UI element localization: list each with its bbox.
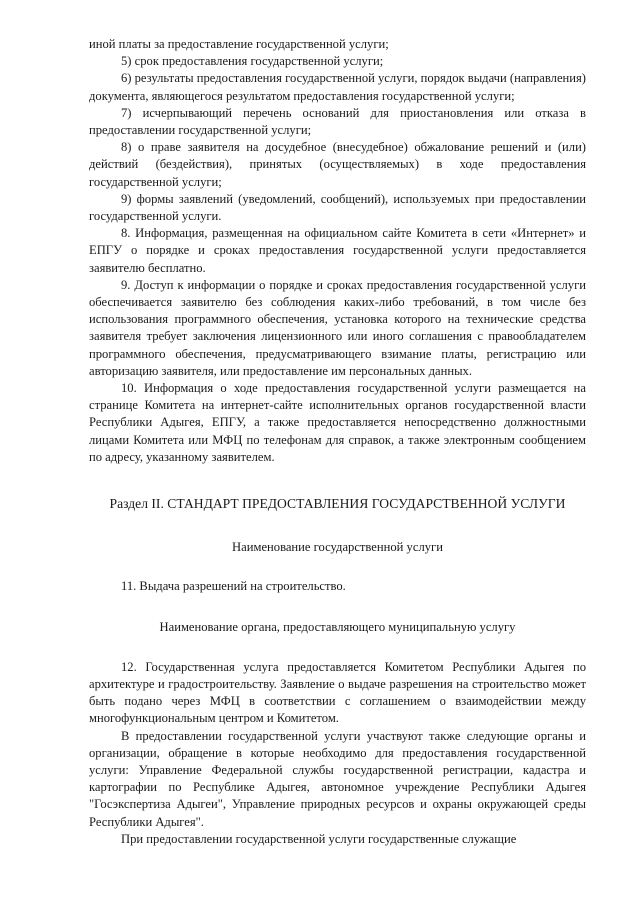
subheading-service-name: Наименование государственной услуги — [232, 540, 443, 555]
paragraph-11: 11. Выдача разрешений на строительство. — [121, 579, 346, 594]
subheading-body-name: Наименование органа, предоставляющего муниципальную услугу — [159, 620, 516, 635]
item-8-appeal: 8) о праве заявителя на досудебное (внесудебное) обжалование решений и (или) действий (бездействия), принятых (осуществляемых) в ходе предоставления государственной услуги; — [89, 140, 586, 189]
item-6-results: 6) результаты предоставления государственной услуги, порядок выдачи (направления) документа, являющегося результатом предоставления государственной услуги; — [89, 71, 587, 103]
paragraph-10: 10. Информация о ходе предоставления государственной услуги размещается на странице Комитета на интернет-сайте исполнительных органов государственной власти Республики Адыгея, ЕПГУ, а также предоставляется непосредственно должностными лицами Комитета или МФЦ по телефонам для справок, а также электронным сообщением по адресу, указанному заявителем. — [89, 381, 586, 464]
item-7-grounds: 7) исчерпывающий перечень оснований для приостановления или отказа в предоставлении государственной услуги; — [89, 105, 586, 138]
paragraph-participants: В предоставлении государственной услуги участвуют также следующие органы и организации, обращение в которые необходимо для предоставления государственной услуги: Управление Федеральной службы государственной регистрации, кадастра и картографии по Республике Адыгея, автономное учреждение Республики Адыгея "Госэкспертиза Адыгеи", Управление природных ресурсов и охраны окружающей среды Республики Адыгея". — [89, 728, 586, 829]
document-page — [89, 36, 586, 848]
paragraph-8: 8. Информация, размещенная на официальном сайте Комитета в сети «Интернет» и ЕПГУ о порядке и сроках предоставления государственной услуги предоставляется заявителю бесплатно. — [89, 226, 586, 275]
paragraph-servants: При предоставлении государственной услуги государственные служащие — [121, 831, 517, 846]
paragraph-12: 12. Государственная услуга предоставляется Комитетом Республики Адыгея по архитектуре и градостроительству. Заявление о выдаче разрешения на строительство может быть подано через МФЦ в соответствии с соглашением о взаимодействии между многофункциональным центром и Комитетом. — [89, 659, 586, 726]
item-9-forms: 9) формы заявлений (уведомлений, сообщений), используемых при предоставлении государственной услуги. — [89, 191, 586, 224]
paragraph-9: 9. Доступ к информации о порядке и сроках предоставления государственной услуги обеспечивается заявителю без соблюдения каких-либо требований, в том числе без использования программного обеспечения, установка которого на технические средства заявителя требует заключения лицензионного или иного соглашения с правообладателем программного обеспечения, предусматривающего взимание платы, регистрацию или авторизацию заявителя, или предоставление им персональных данных. — [89, 277, 586, 378]
item-5-term: 5) срок предоставления государственной услуги; — [121, 54, 384, 69]
section-title: Раздел II. СТАНДАРТ ПРЕДОСТАВЛЕНИЯ ГОСУДАРСТВЕННОЙ УСЛУГИ — [109, 496, 566, 512]
continuation-fee-line: иной платы за предоставление государственной услуги; — [89, 37, 389, 51]
